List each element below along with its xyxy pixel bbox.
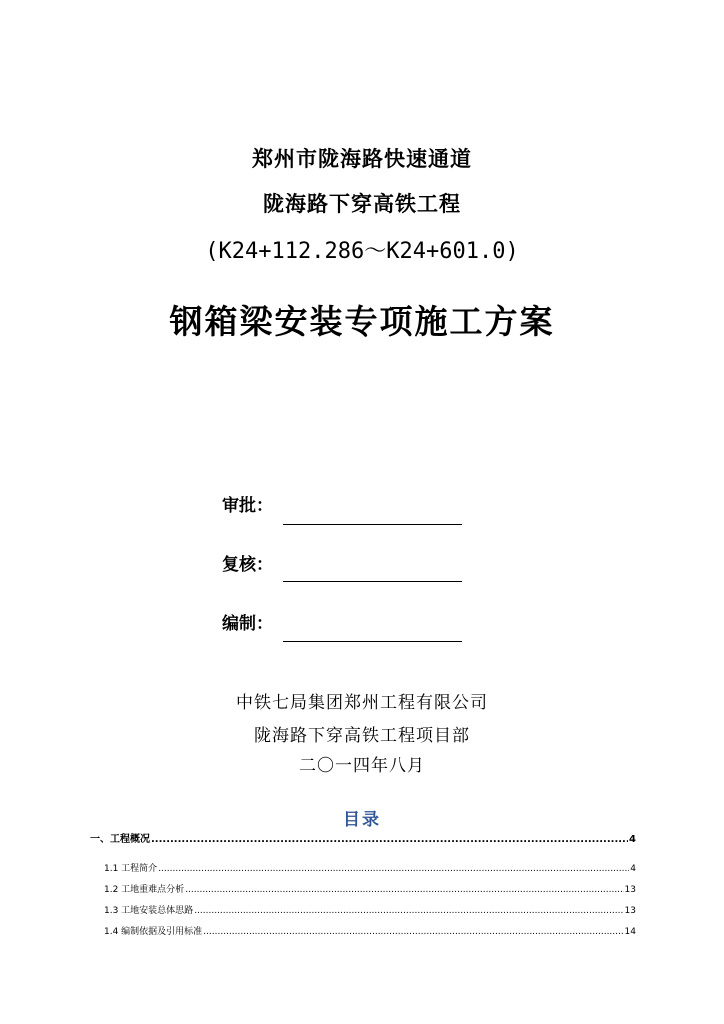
toc-entry[interactable] bbox=[104, 882, 636, 895]
title-line-2: 陇海路下穿高铁工程 bbox=[263, 192, 461, 216]
toc-entry-page: 4 bbox=[629, 834, 636, 845]
toc-entry-label: 1.2 工地重难点分析 bbox=[104, 885, 185, 895]
toc-entry-label: 1.1 工程简介 bbox=[104, 864, 158, 874]
review-label: 复核： bbox=[222, 555, 273, 575]
project-department: 陇海路下穿高铁工程项目部 bbox=[254, 726, 470, 746]
review-signature-line bbox=[283, 581, 462, 582]
approve-label: 审批： bbox=[222, 496, 273, 516]
toc-leader-dots bbox=[185, 885, 623, 895]
toc-leader-dots bbox=[203, 927, 623, 937]
approve-signature-line bbox=[283, 524, 462, 525]
toc-leader-dots bbox=[151, 834, 628, 845]
toc-entry-page: 13 bbox=[624, 885, 636, 895]
toc-entry-page: 14 bbox=[624, 927, 636, 937]
title-line-1: 郑州市陇海路快速通道 bbox=[252, 147, 472, 171]
toc-leader-dots bbox=[158, 864, 629, 874]
toc-entry[interactable] bbox=[104, 924, 636, 937]
title-line-3: (K24+112.286～K24+601.0) bbox=[205, 239, 519, 264]
company-name: 中铁七局集团郑州工程有限公司 bbox=[236, 693, 488, 713]
toc-entry-page: 4 bbox=[630, 864, 636, 874]
document-date: 二〇一四年八月 bbox=[299, 756, 425, 776]
compile-label: 编制： bbox=[222, 614, 273, 634]
toc-entry-label: 1.3 工地安装总体思路 bbox=[104, 906, 194, 916]
toc-entry[interactable] bbox=[104, 861, 636, 874]
toc-entry-page: 13 bbox=[624, 906, 636, 916]
main-title: 钢箱梁安装专项施工方案 bbox=[169, 302, 555, 341]
toc-entry-label: 1.4 编制依据及引用标准 bbox=[104, 927, 203, 937]
toc-leader-dots bbox=[194, 906, 623, 916]
compile-signature-line bbox=[283, 641, 462, 642]
toc-entry[interactable] bbox=[104, 903, 636, 916]
toc-entry[interactable] bbox=[90, 830, 636, 845]
toc-title: 目录 bbox=[343, 810, 381, 830]
toc-entry-label: 一、工程概况 bbox=[90, 834, 150, 845]
